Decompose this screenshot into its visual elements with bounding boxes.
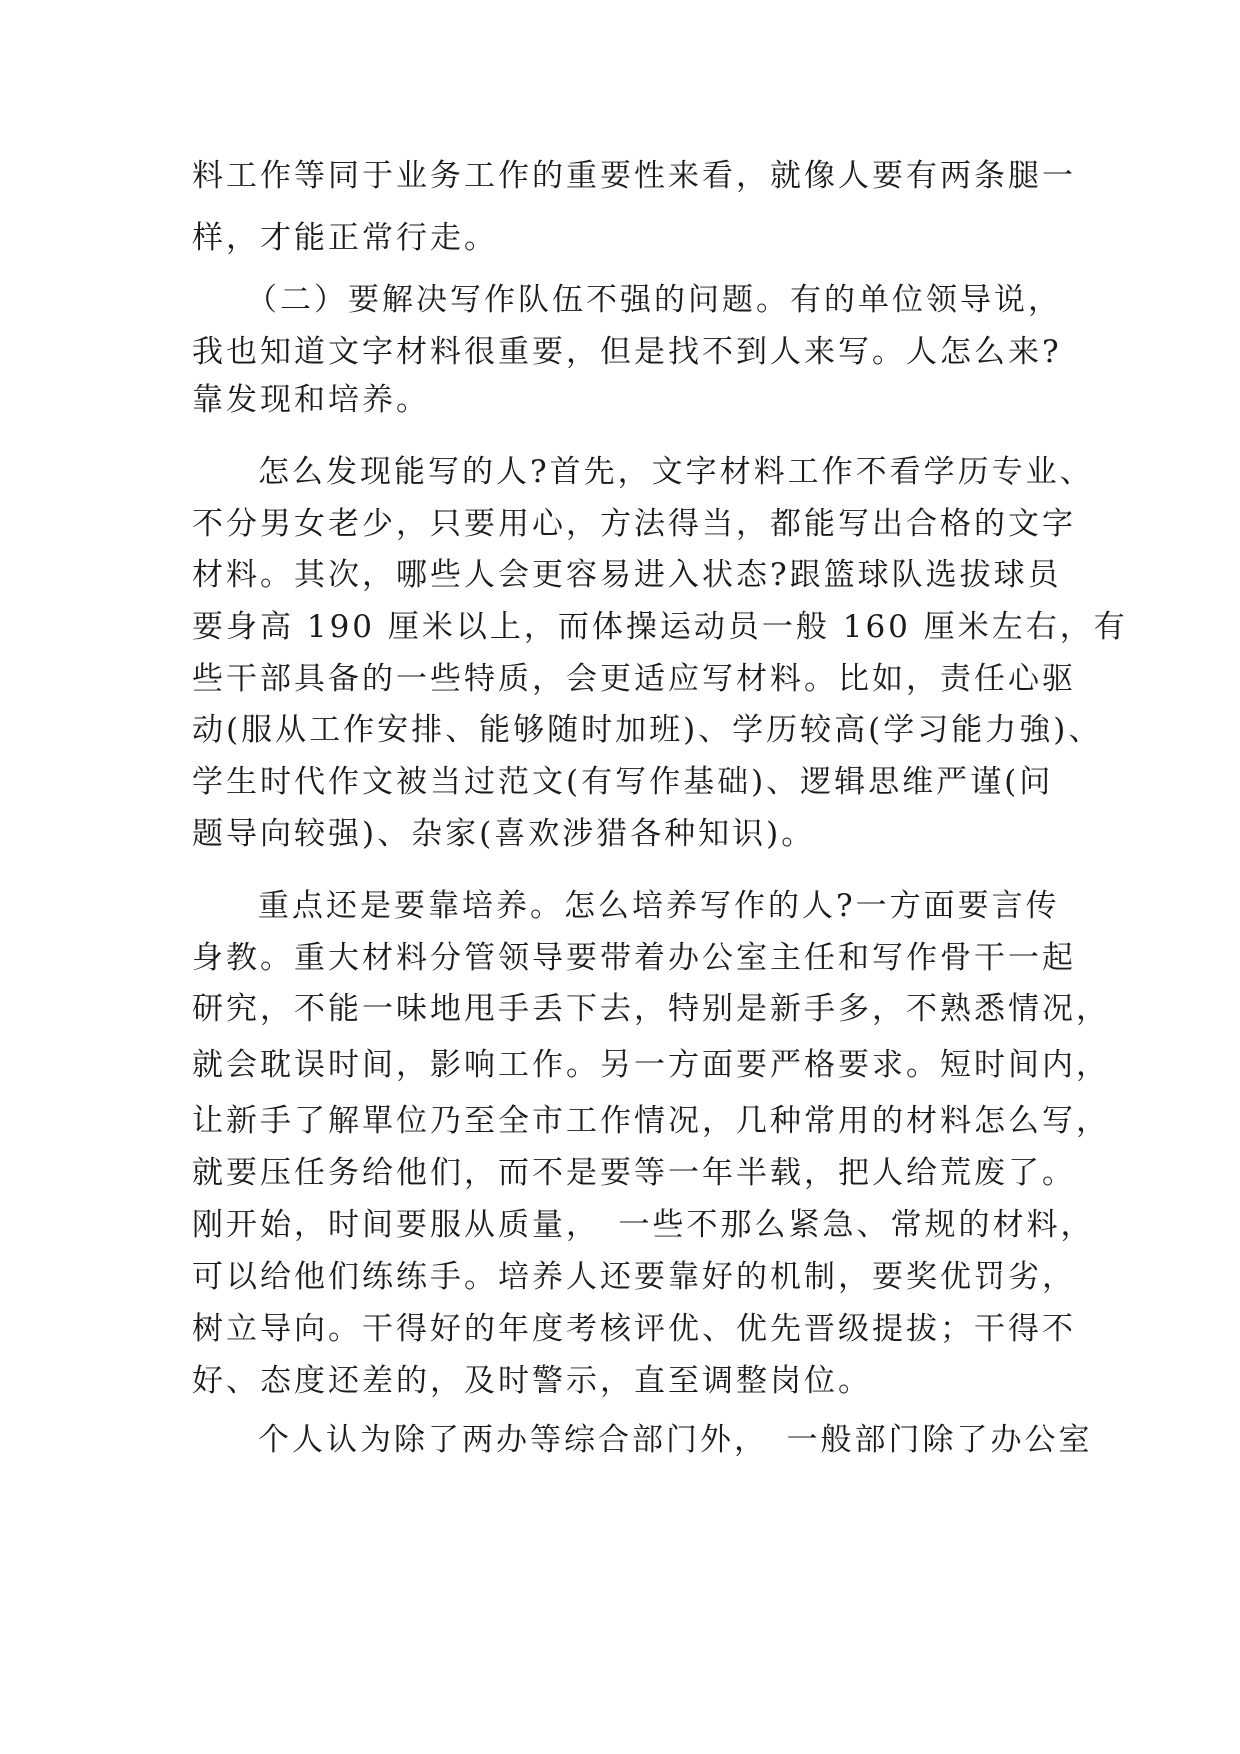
text-line: 些干部具备的一些特质，会更适应写材料。比如，责任心驱 [192,661,1076,697]
text-line: 材料。其次，哪些人会更容易进入状态?跟篮球队选拔球员 [192,557,1062,593]
text-line: 好、态度还差的，及时警示，直至调整岗位。 [192,1363,872,1399]
text-line: 树立导向。干得好的年度考核评优、优先晋级提拔；干得不 [192,1311,1076,1347]
text-line: 题导向较强)、杂家(喜欢涉猎各种知识)。 [192,816,816,852]
text-line: 要身高 190 厘米以上，而体操运动员一般 160 厘米左右，有 [192,609,1128,645]
text-line: 靠发现和培养。 [192,382,430,418]
text-line: 研究，不能一味地甩手丢下去，特别是新手多，不熟悉情况， [192,991,1110,1027]
text-line: 不分男女老少，只要用心，方法得当，都能写出合格的文字 [192,506,1076,542]
text-line: 动(服从工作安排、能够随时加班)、学历较高(学习能力強)、 [192,712,1103,748]
text-line: 学生时代作文被当过范文(有写作基础)、逻辑思维严谨(问 [192,764,1054,800]
text-line: 我也知道文字材料很重要，但是找不到人来写。人怎么来? [192,334,1062,370]
text-line: 重点还是要靠培养。怎么培养写作的人?一方面要言传 [258,888,1060,924]
text-line: 身教。重大材料分管领导要带着办公室主任和写作骨干一起 [192,940,1076,976]
text-line: 个人认为除了两办等综合部门外， 一般部门除了办公室 [258,1422,1093,1458]
text-line: 料工作等同于业务工作的重要性来看，就像人要有两条腿一 [192,158,1076,194]
text-line: 可以给他们练练手。培养人还要靠好的机制，要奖优罚劣， [192,1259,1076,1295]
text-line: 让新手了解單位乃至全市工作情况，几种常用的材料怎么写， [192,1103,1110,1139]
text-line: 刚开始，时间要服从质量， 一些不那么紧急、常规的材料， [192,1207,1095,1243]
section-heading: （二）要解决写作队伍不强的问题。有的单位领导说， [246,282,1062,318]
text-line: 就要压任务给他们，而不是要等一年半载，把人给荒废了。 [192,1155,1076,1191]
text-line: 样，才能正常行走。 [192,220,498,256]
text-line: 怎么发现能写的人?首先，文字材料工作不看学历专业、 [258,454,1094,490]
text-line: 就会耽误时间，影响工作。另一方面要严格要求。短时间内， [192,1047,1110,1083]
